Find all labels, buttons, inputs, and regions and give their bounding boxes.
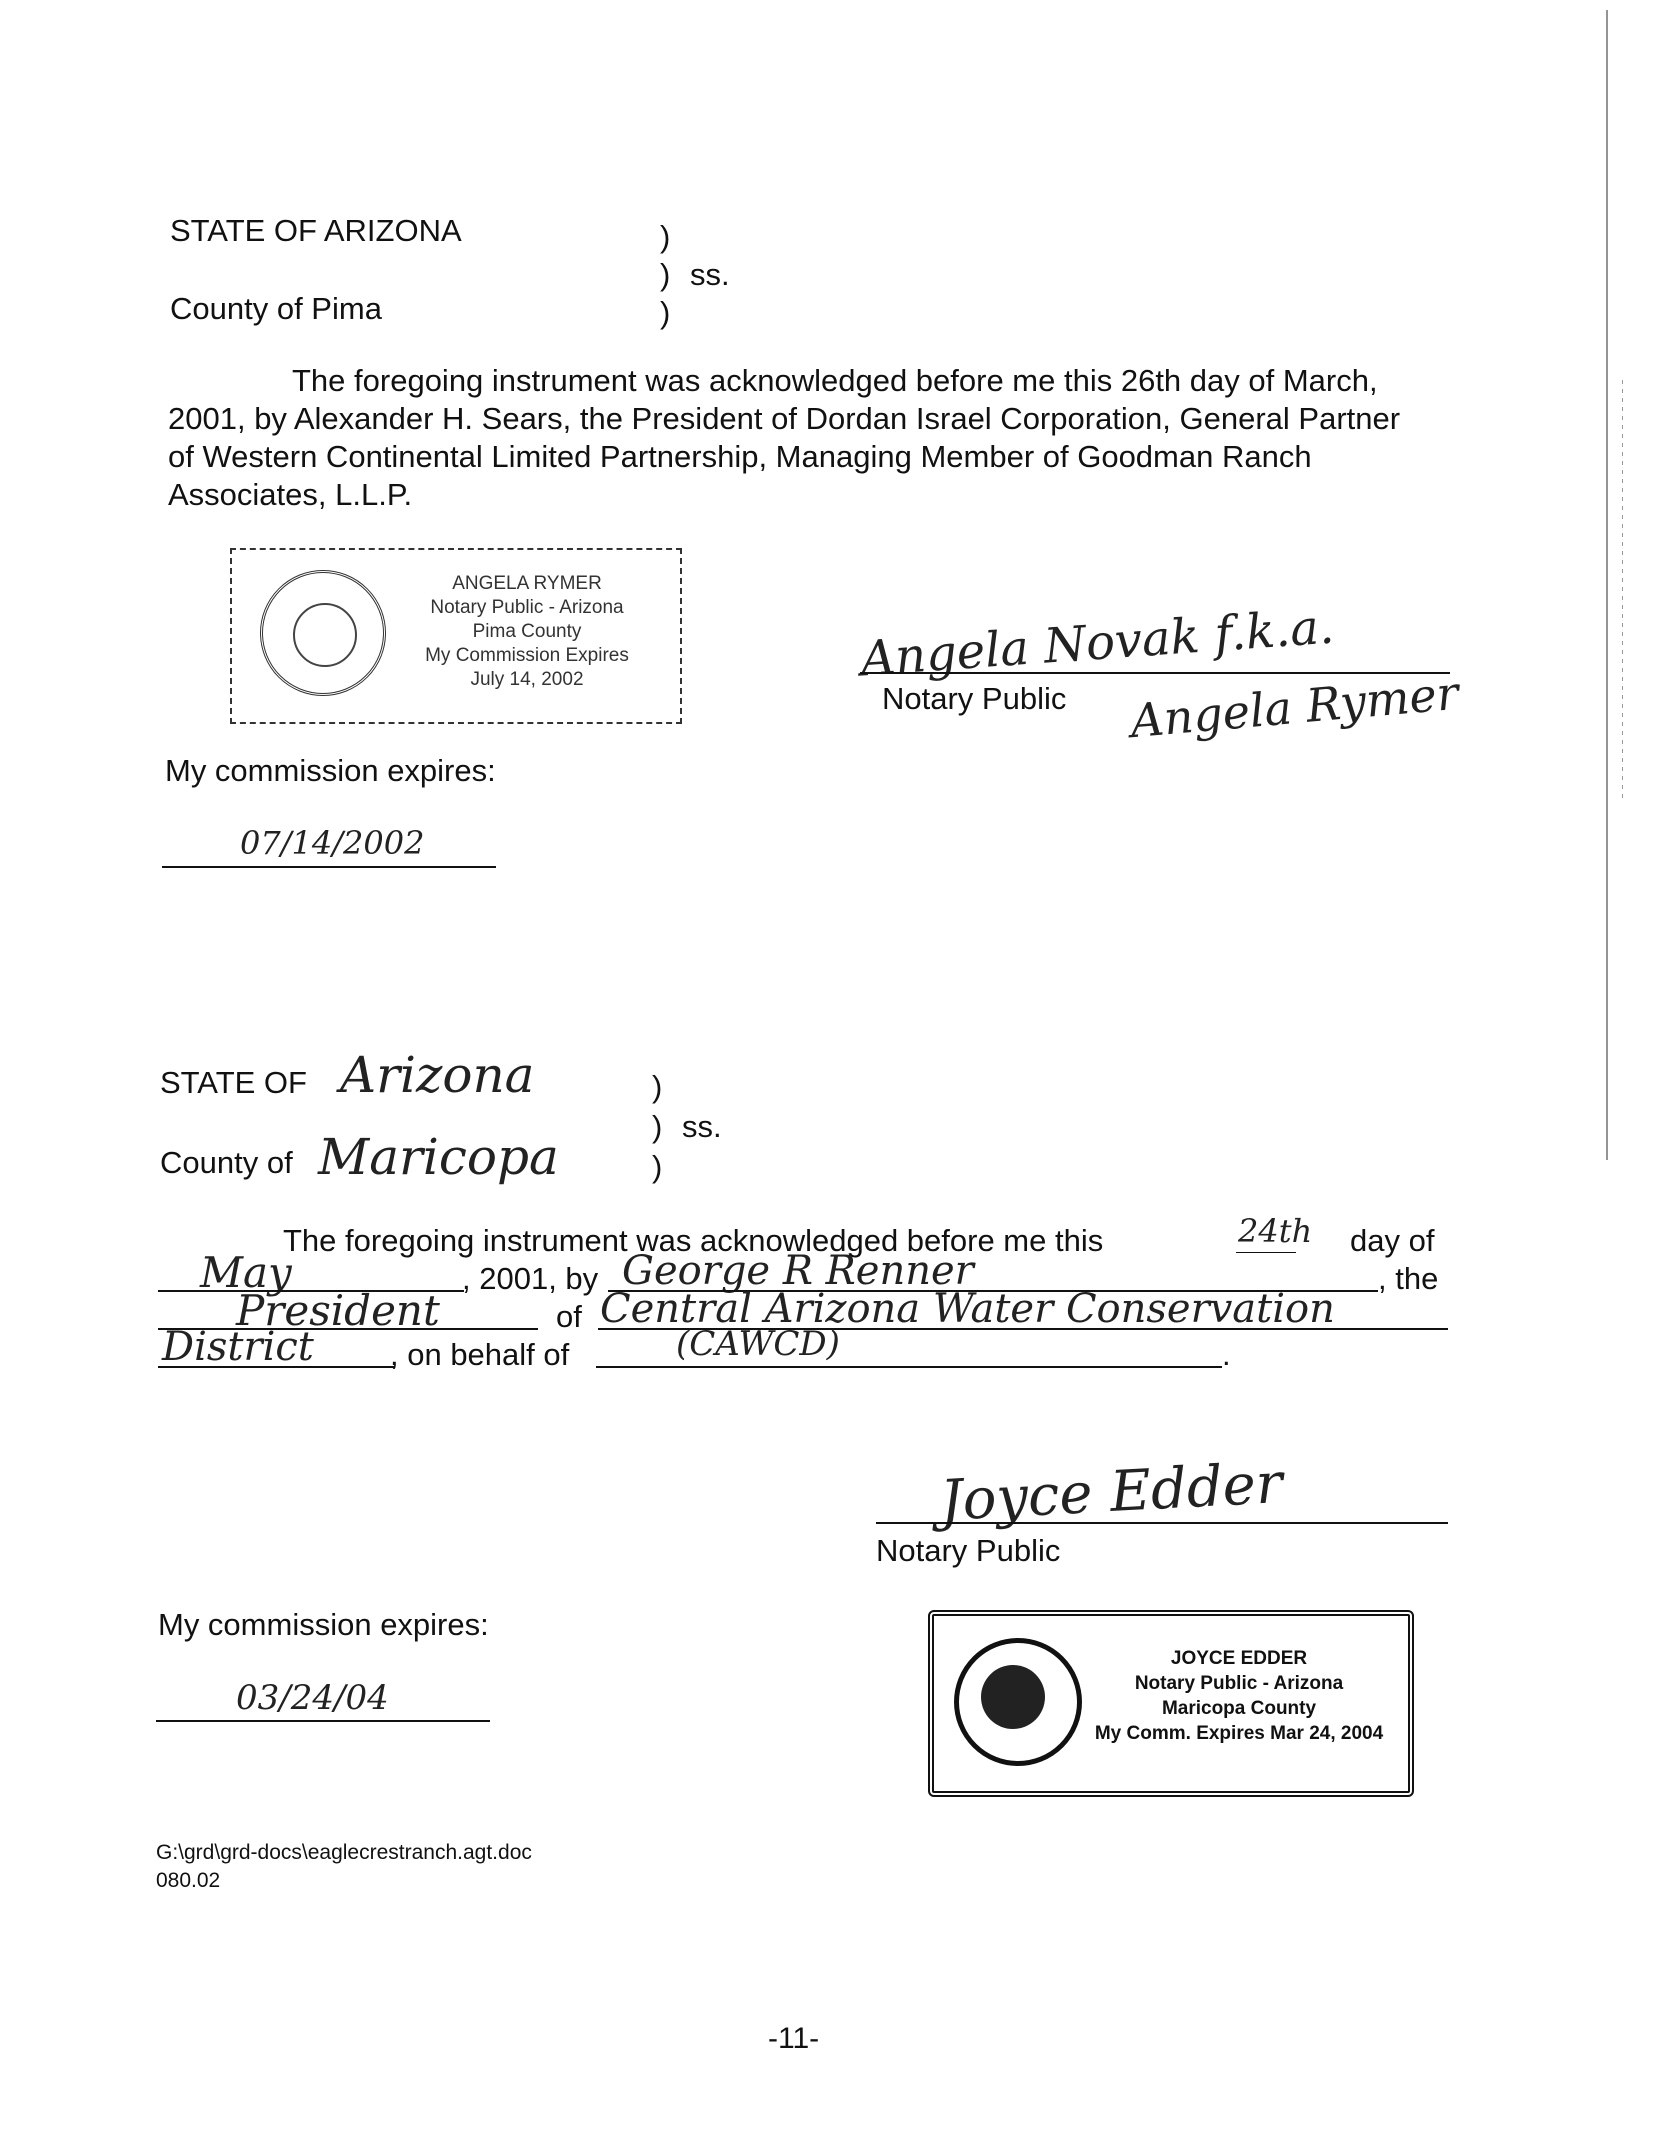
state-heading: STATE OF ARIZONA — [170, 213, 462, 248]
paragraph-line: 2001, by Alexander H. Sears, the President of Dordan Israel Corporation, General Partner — [168, 401, 1401, 436]
notary-seal-icon — [954, 1638, 1082, 1766]
acknowledgment-paragraph — [168, 362, 1458, 514]
page-edge-line — [1606, 10, 1608, 1160]
notary-signature: Joyce Edder — [938, 1451, 1285, 1534]
org-value-continued: District — [162, 1324, 314, 1370]
commission-line — [162, 866, 496, 868]
paragraph-text: day of — [1350, 1223, 1435, 1258]
notary-signature-2: Angela Rymer — [1128, 665, 1461, 749]
stamp-name: JOYCE EDDER — [1170, 1648, 1308, 1669]
stamp-title: Notary Public - Arizona — [1134, 1673, 1344, 1694]
county-heading: County of Pima — [170, 291, 382, 326]
stamp-commission: My Commission Expires — [425, 645, 629, 666]
document-code: 080.02 — [156, 1869, 221, 1892]
notary-seal-icon — [260, 570, 386, 696]
stamp-date: July 14, 2002 — [470, 669, 584, 690]
notary-signature: Angela Novak f.k.a. — [858, 598, 1336, 688]
ss-label: ss. — [682, 1109, 722, 1144]
state-heading: STATE OF — [160, 1065, 307, 1100]
venue-paren: ) — [660, 295, 671, 330]
day-value: 24th — [1238, 1212, 1313, 1250]
venue-paren: ) — [660, 219, 671, 254]
org-value: Central Arizona Water Conservation — [600, 1286, 1335, 1332]
state-value: Arizona — [340, 1046, 535, 1104]
fill-line — [1236, 1252, 1296, 1253]
commission-label: My commission expires: — [158, 1607, 489, 1642]
paragraph-text: , 2001, by — [462, 1261, 599, 1296]
title-value: President — [236, 1286, 440, 1335]
stamp-title: Notary Public - Arizona — [430, 597, 624, 618]
notary-stamp — [928, 1610, 1414, 1797]
notary-public-label: Notary Public — [882, 681, 1067, 716]
county-value: Maricopa — [318, 1128, 559, 1186]
paragraph-line: The foregoing instrument was acknowledged before me this 26th day of March, — [292, 363, 1378, 398]
paragraph-text: , the — [1378, 1261, 1439, 1296]
signature-line — [876, 1522, 1448, 1524]
commission-date: 03/24/04 — [236, 1678, 389, 1718]
notary-stamp — [230, 548, 682, 724]
page-edge-dots — [1622, 380, 1623, 800]
fill-line — [596, 1366, 1222, 1368]
paragraph-text: The foregoing instrument was acknowledged before me this — [283, 1223, 1104, 1258]
paragraph-text: . — [1222, 1337, 1231, 1372]
name-value: George R Renner — [622, 1248, 974, 1294]
paragraph-text: of — [556, 1299, 582, 1334]
county-heading: County of — [160, 1145, 293, 1180]
page-number: -11- — [768, 2022, 820, 2055]
stamp-county: Maricopa County — [1161, 1698, 1317, 1719]
commission-line — [156, 1720, 490, 1722]
stamp-name: ANGELA RYMER — [452, 573, 602, 594]
commission-label: My commission expires: — [165, 753, 496, 788]
file-path: G:\grd\grd-docs\eaglecrestranch.agt.doc — [156, 1841, 532, 1864]
fill-line — [158, 1366, 394, 1368]
venue-paren: ) — [652, 1149, 663, 1184]
paragraph-line: Associates, L.L.P. — [168, 477, 413, 512]
month-value: May — [200, 1248, 292, 1297]
paragraph-line: of Western Continental Limited Partnership, Managing Member of Goodman Ranch — [168, 439, 1312, 474]
entity-value: (CAWCD) — [676, 1324, 840, 1364]
paragraph-text: , on behalf of — [390, 1337, 570, 1372]
notary-public-label: Notary Public — [876, 1533, 1061, 1568]
venue-paren: ) — [660, 257, 671, 292]
stamp-commission: My Comm. Expires Mar 24, 2004 — [1094, 1723, 1384, 1744]
venue-paren: ) — [652, 1069, 663, 1104]
commission-date: 07/14/2002 — [240, 824, 425, 862]
venue-paren: ) — [652, 1109, 663, 1144]
stamp-county: Pima County — [472, 621, 582, 642]
ss-label: ss. — [690, 257, 730, 292]
